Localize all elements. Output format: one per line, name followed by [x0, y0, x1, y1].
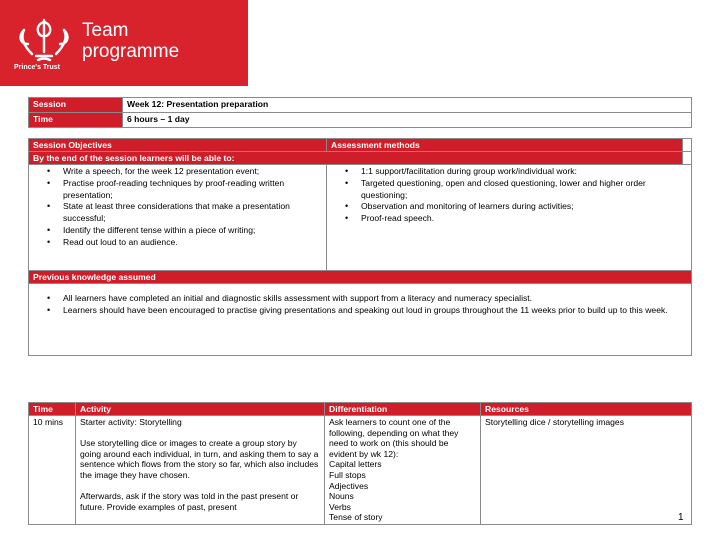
differentiation-item: Full stops [329, 469, 366, 480]
assessment-header: Assessment methods [327, 139, 683, 152]
resources-column-header: Resources [481, 403, 692, 416]
activity-title: Starter activity: Storytelling [80, 417, 182, 427]
org-name: Prince's Trust [14, 64, 61, 71]
activity-paragraph: Afterwards, ask if the story was told in the past present or future. Provide examples of past, present [80, 491, 299, 512]
objectives-body-row [29, 165, 692, 271]
objectives-header: Session Objectives [29, 139, 327, 152]
objective-item: • Write a speech, for the week 12 presentation event; [33, 166, 322, 178]
previous-knowledge-body-row [29, 284, 692, 356]
assessment-item: • Targeted questioning, open and closed questioning, lower and higher order questioning; [331, 178, 687, 202]
objectives-table [28, 138, 692, 356]
objectives-intro-row [29, 152, 692, 165]
row-activity [76, 416, 325, 525]
previous-knowledge-item: • All learners have completed an initial and diagnostic skills assessment with support from a literacy and numeracy specialist. [33, 293, 687, 305]
differentiation-item: Nouns [329, 491, 354, 502]
activity-table [28, 402, 692, 525]
table-row [29, 416, 692, 525]
page-title-line1: Team [82, 20, 129, 41]
activity-header-row [29, 403, 692, 416]
differentiation-item: Verbs [329, 501, 351, 512]
session-info-table [28, 97, 692, 128]
objectives-intro: By the end of the session learners will be able to: [29, 152, 683, 165]
banner-wedge [218, 0, 248, 86]
differentiation-intro: Ask learners to count one of the following, depending on what they need to work on (this should be evident by wk 12): [329, 417, 459, 459]
previous-knowledge-cell [29, 284, 692, 356]
assessment-item: • 1:1 support/facilitation during group work/individual work: [331, 166, 687, 178]
session-value: Week 12: Presentation preparation [123, 98, 692, 113]
previous-knowledge-header-row [29, 271, 692, 284]
assessment-list-cell [327, 165, 692, 271]
session-label: Session [29, 98, 123, 113]
objective-item: • State at least three considerations that make a presentation successful; [33, 201, 322, 225]
previous-knowledge-item: • Learners should have been encouraged to practise giving presentations and speaking out loud in groups throughout the 11 weeks prior to build up to this week. [33, 305, 687, 317]
objective-item: • Practise proof-reading techniques by proof-reading written presentation; [33, 178, 322, 202]
objectives-list-cell [29, 165, 327, 271]
time-label: Time [29, 113, 123, 128]
objectives-list [33, 166, 322, 249]
header-banner [0, 0, 248, 86]
row-differentiation [325, 416, 481, 525]
time-column-header: Time [29, 403, 76, 416]
activity-paragraph: Use storytelling dice or images to create a group story by going around each individual, in turn, and asking them to say a sentence which flows from the story so far, which also includes the image they have chosen. [80, 438, 319, 480]
assessment-item: • Proof-read speech. [331, 213, 687, 225]
objective-item: • Read out loud to an audience. [33, 237, 322, 249]
row-resources: Storytelling dice / storytelling images [481, 416, 692, 525]
differentiation-item: Tense of story [329, 512, 383, 523]
row-time: 10 mins [29, 416, 76, 525]
activity-column-header: Activity [76, 403, 325, 416]
differentiation-item: Capital letters [329, 459, 382, 470]
time-value: 6 hours – 1 day [123, 113, 692, 128]
objective-item: • Identify the different tense within a piece of writing; [33, 225, 322, 237]
assessment-item: • Observation and monitoring of learners during activities; [331, 201, 687, 213]
page-title-line2: programme [82, 41, 180, 62]
objectives-intro-endcap [683, 152, 692, 165]
princes-trust-feathers-icon [14, 12, 74, 82]
objectives-header-row [29, 139, 692, 152]
time-row [29, 113, 692, 128]
assessment-list [331, 166, 687, 225]
session-row [29, 98, 692, 113]
previous-knowledge-list [33, 293, 687, 317]
differentiation-column-header: Differentiation [325, 403, 481, 416]
differentiation-item: Adjectives [329, 480, 369, 491]
page-number: 1 [678, 512, 684, 523]
page-title [82, 20, 179, 62]
objectives-endcap [683, 139, 692, 152]
previous-knowledge-header: Previous knowledge assumed [29, 271, 692, 284]
